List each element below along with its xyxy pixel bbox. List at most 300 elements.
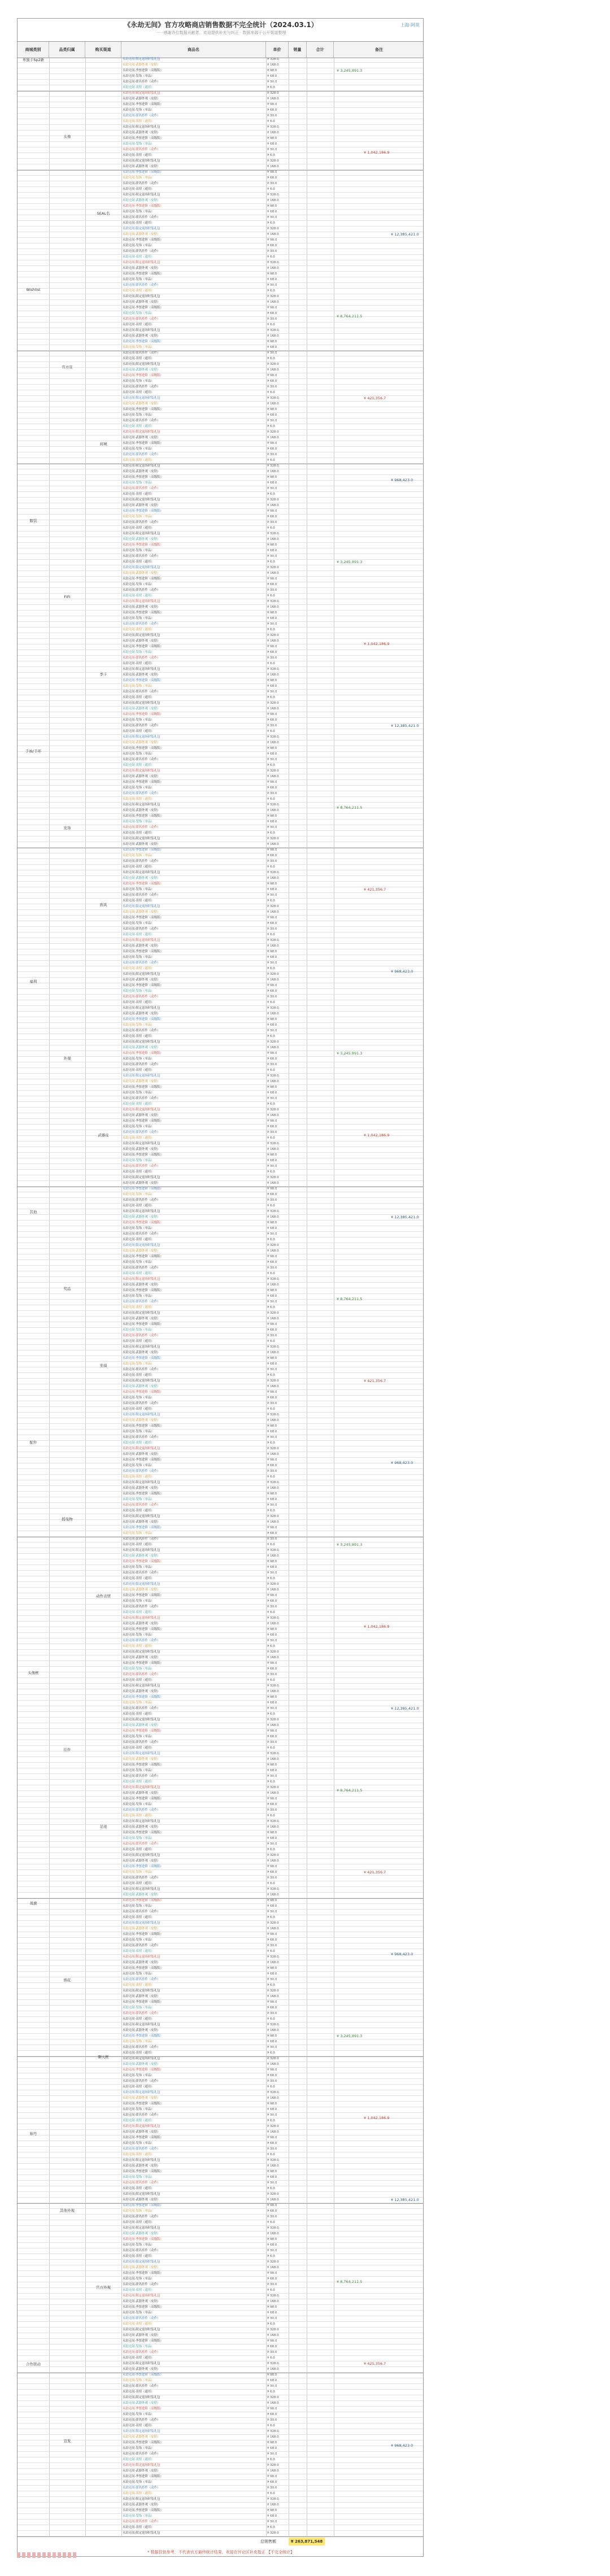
col-header-price[interactable]: 单价 (266, 42, 289, 58)
price-cell: ¥ 68.0 (267, 1532, 277, 1535)
table-row (18, 2175, 424, 2181)
item-name-cell: 永劫无间·联名挂件（动作） (123, 1063, 160, 1066)
table-row (18, 1610, 424, 1616)
item-name-cell: 永劫无间·联名挂件（动作） (123, 792, 160, 795)
item-name-cell: 永劫无间·联名挂件（动作） (123, 2113, 160, 2117)
note-value: ¥ 3,245,891.3 (337, 560, 363, 564)
price-cell: ¥ 30.0 (267, 1266, 277, 1270)
table-row (18, 1339, 424, 1345)
price-cell: ¥ 168.0 (267, 1554, 279, 1558)
table-row (18, 2192, 424, 2198)
item-name-cell: 永劫无间·表情（通用） (123, 594, 154, 598)
table-row (18, 1943, 424, 1949)
grand-total-value[interactable]: ¥ 263,871,548 (289, 2538, 325, 2546)
table-row (18, 1554, 424, 1559)
item-name-cell: 永劫无间·表情（通用） (123, 1882, 154, 1885)
col-header-qty[interactable]: 销量 (289, 42, 307, 58)
item-name-cell: 永劫无间·联名挂件（动作） (123, 317, 160, 321)
item-name-cell: 永劫无间·表情（通用） (123, 1509, 154, 1513)
price-cell: ¥ 98.0 (267, 1492, 277, 1496)
col-header-total[interactable]: 合计 (307, 42, 334, 58)
table-row (18, 1847, 424, 1853)
price-cell: ¥ 68.0 (267, 244, 277, 247)
table-row (18, 2169, 424, 2175)
price-cell: ¥ 6.0 (267, 357, 275, 360)
item-name-cell: 永劫无间·表情（通用） (123, 1204, 154, 1208)
item-name-cell: 永劫无间·发饰（单品） (123, 244, 154, 247)
table-row (18, 351, 424, 356)
item-name-cell: 永劫无间·季票进阶（高级版） (123, 374, 163, 377)
price-cell: ¥ 168.0 (267, 2198, 279, 2202)
item-name-cell: 永劫无间·季票进阶（高级版） (123, 1729, 163, 1733)
item-name-cell: 永劫无间·发饰（单品） (123, 1769, 154, 1772)
table-row (18, 1503, 424, 1509)
table-row (18, 1407, 424, 1413)
table-row (18, 142, 424, 147)
table-row (18, 1350, 424, 1356)
table-row (18, 464, 424, 469)
item-name-cell: 永劫无间·发饰（单品） (123, 2006, 154, 2010)
price-cell: ¥ 98.0 (267, 204, 277, 208)
table-row (18, 1096, 424, 1102)
table-row (18, 752, 424, 757)
item-name-cell: 永劫无间·季票进阶（高级版） (123, 2441, 163, 2444)
item-name-cell: 永劫无间·限定返场时装礼包 (123, 2464, 160, 2467)
table-row (18, 1898, 424, 1904)
table-row (18, 2412, 424, 2418)
table-row (18, 2401, 424, 2407)
item-name-cell: 永劫无间·表情（通用） (123, 1950, 154, 1953)
item-name-cell: 永劫无间·联名挂件（动作） (123, 487, 160, 490)
item-name-cell: 永劫无间·联名挂件（动作） (123, 2351, 160, 2354)
item-name-cell: 永劫无间·限定返场时装礼包 (123, 464, 160, 468)
price-cell: ¥ 6.0 (267, 1407, 275, 1411)
price-cell: ¥ 30.0 (267, 2113, 277, 2117)
table-row (18, 1260, 424, 1266)
table-row (18, 1870, 424, 1876)
item-name-cell: 永劫无间·表情（通用） (123, 425, 154, 428)
table-row (18, 1548, 424, 1554)
corner-tag[interactable]: 上海·阿莫 (400, 23, 420, 28)
price-cell: ¥ 6.0 (267, 391, 275, 394)
table-row (18, 2322, 424, 2327)
price-cell: ¥ 98.0 (267, 2136, 277, 2139)
table-row (18, 972, 424, 978)
item-name-cell: 永劫无间·发饰（单品） (123, 752, 154, 756)
item-name-cell: 永劫无间·发饰（单品） (123, 2345, 154, 2348)
table-row (18, 1622, 424, 1627)
item-name-cell: 永劫无间·表情（通用） (123, 1916, 154, 1919)
item-name-cell: 永劫无间·武器外观（皮肤） (123, 639, 160, 643)
item-name-cell: 永劫无间·表情（通用） (123, 1645, 154, 1648)
item-name-cell: 永劫无间·限定返场时装礼包 (123, 769, 160, 773)
table-row (18, 2339, 424, 2344)
price-cell: ¥ 6.0 (267, 1441, 275, 1445)
table-row (18, 2344, 424, 2350)
item-name-cell: 永劫无间·限定返场时装礼包 (123, 498, 160, 502)
table-row (18, 390, 424, 396)
item-name-cell: 永劫无间·限定返场时装礼包 (123, 2260, 160, 2264)
price-cell: ¥ 98.0 (267, 1458, 277, 1462)
table-row (18, 684, 424, 690)
table-row (18, 1684, 424, 1689)
item-name-cell: 永劫无间·表情（通用） (123, 1780, 154, 1784)
item-name-cell: 永劫无间·联名挂件（动作） (123, 1910, 160, 1914)
price-cell: ¥ 68.0 (267, 1837, 277, 1840)
table-row (18, 2034, 424, 2039)
table-row (18, 1271, 424, 1277)
item-name-cell: 永劫无间·武器外观（皮肤） (123, 1622, 160, 1625)
note-value: ¥ 421,356.7 (364, 1870, 386, 1875)
price-cell: ¥ 68.0 (267, 1057, 277, 1061)
price-cell: ¥ 98.0 (267, 272, 277, 276)
col-header-category[interactable]: 商城类别 (18, 42, 49, 58)
price-cell: ¥ 98.0 (267, 713, 277, 716)
item-name-cell: 永劫无间·表情（通用） (123, 560, 154, 564)
price-cell: ¥ 68.0 (267, 1972, 277, 1976)
item-name-cell: 永劫无间·联名挂件（动作） (123, 1402, 160, 1405)
price-cell: ¥ 328.0 (267, 1616, 279, 1620)
table-row (18, 1379, 424, 1384)
table-row (18, 1480, 424, 1486)
item-name-cell: 永劫无间·联名挂件（动作） (123, 2080, 160, 2083)
group-label: 其他外观 (60, 2208, 75, 2213)
group-label: 配件 (29, 1440, 37, 1445)
item-name-cell: 永劫无间·季票进阶（高级版） (123, 916, 163, 919)
item-name-cell: 永劫无间·季票进阶（高级版） (123, 950, 163, 953)
item-name-cell: 永劫无间·联名挂件（动作） (123, 893, 160, 897)
table-row (18, 1254, 424, 1260)
table-row (18, 1661, 424, 1667)
price-cell: ¥ 168.0 (267, 2300, 279, 2303)
price-cell: ¥ 168.0 (267, 1520, 279, 1524)
table-row (18, 1859, 424, 1864)
item-name-cell: 永劫无间·发饰（单品） (123, 1159, 154, 1162)
item-name-cell: 永劫无间·表情（通用） (123, 662, 154, 665)
item-name-cell: 永劫无间·限定返场时装礼包 (123, 1752, 160, 1755)
table-row (18, 407, 424, 413)
section-divider (18, 2203, 424, 2204)
group-label: 商城 (99, 442, 107, 446)
table-row (18, 311, 424, 317)
table-row (18, 1012, 424, 1017)
table-row (18, 910, 424, 916)
price-cell: ¥ 6.0 (267, 2492, 275, 2495)
price-cell: ¥ 68.0 (267, 2074, 277, 2077)
price-cell: ¥ 328.0 (267, 1345, 279, 1349)
item-name-cell: 永劫无间·武器外观（皮肤） (123, 1792, 160, 1795)
table-row (18, 238, 424, 243)
table-row (18, 548, 424, 554)
price-cell: ¥ 6.0 (267, 1611, 275, 1614)
price-cell: ¥ 168.0 (267, 63, 279, 67)
note-value: ¥ 421,356.7 (364, 1379, 386, 1383)
price-cell: ¥ 328.0 (267, 91, 279, 95)
item-name-cell: 永劫无间·武器外观（皮肤） (123, 63, 160, 67)
item-name-cell: 永劫无间·发饰（单品） (123, 1566, 154, 1569)
price-cell: ¥ 6.0 (267, 2017, 275, 2021)
price-cell: ¥ 30.0 (267, 1368, 277, 1371)
item-name-cell: 永劫无间·表情（通用） (123, 2255, 154, 2258)
item-name-cell: 永劫无间·武器外观（皮肤） (123, 1114, 160, 1117)
item-name-cell: 永劫无间·表情（通用） (123, 1035, 154, 1038)
item-name-cell: 永劫无间·武器外观（皮肤） (123, 199, 160, 202)
price-cell: ¥ 328.0 (267, 1447, 279, 1450)
price-cell: ¥ 98.0 (267, 2272, 277, 2275)
price-cell: ¥ 98.0 (267, 1526, 277, 1529)
item-name-cell: 永劫无间·季票进阶（高级版） (123, 2305, 163, 2309)
price-cell: ¥ 328.0 (267, 837, 279, 840)
price-cell: ¥ 328.0 (267, 668, 279, 671)
item-name-cell: 永劫无间·限定返场时装礼包 (123, 58, 160, 61)
price-cell: ¥ 68.0 (267, 1125, 277, 1128)
table-row (18, 2384, 424, 2390)
table-row (18, 2395, 424, 2401)
price-cell: ¥ 168.0 (267, 1656, 279, 1659)
table-row (18, 1960, 424, 1966)
item-name-cell: 永劫无间·发饰（单品） (123, 685, 154, 688)
price-cell: ¥ 168.0 (267, 2164, 279, 2168)
price-cell: ¥ 328.0 (267, 1786, 279, 1789)
item-name-cell: 永劫无间·季票进阶（高级版） (123, 1221, 163, 1224)
item-name-cell: 永劫无间·限定返场时装礼包 (123, 1040, 160, 1044)
table-row (18, 746, 424, 752)
table-row (18, 2457, 424, 2463)
price-cell: ¥ 30.0 (267, 284, 277, 287)
item-name-cell: 永劫无间·发饰（单品） (123, 210, 154, 213)
table-row (18, 543, 424, 548)
price-cell: ¥ 168.0 (267, 707, 279, 711)
table-row (18, 1966, 424, 1972)
table-row (18, 215, 424, 221)
price-cell: ¥ 30.0 (267, 1876, 277, 1880)
table-row (18, 656, 424, 661)
table-row (18, 1819, 424, 1825)
table-row (18, 2011, 424, 2017)
table-row (18, 1904, 424, 1910)
table-row (18, 1989, 424, 1994)
price-cell: ¥ 168.0 (267, 1995, 279, 1998)
price-cell: ¥ 30.0 (267, 1402, 277, 1405)
table-row (18, 1593, 424, 1599)
price-cell: ¥ 6.0 (267, 1102, 275, 1106)
price-cell: ¥ 168.0 (267, 165, 279, 168)
item-name-cell: 永劫无间·联名挂件（动作） (123, 1978, 160, 1981)
item-name-cell: 永劫无间·限定返场时装礼包 (123, 1142, 160, 1145)
table-row (18, 1045, 424, 1051)
price-cell: ¥ 68.0 (267, 956, 277, 959)
group-label: 季卡 (99, 672, 107, 677)
item-name-cell: 永劫无间·联名挂件（动作） (123, 2215, 160, 2218)
price-cell: ¥ 68.0 (267, 583, 277, 586)
table-row (18, 317, 424, 322)
item-name-cell: 永劫无间·季票进阶（高级版） (123, 1763, 163, 1767)
group-label: 武器皮 (98, 1133, 109, 1137)
table-row (18, 441, 424, 447)
price-cell: ¥ 168.0 (267, 1182, 279, 1185)
table-row (18, 2282, 424, 2288)
item-name-cell: 永劫无间·联名挂件（动作） (123, 1470, 160, 1473)
table-row (18, 1164, 424, 1170)
item-name-cell: 永劫无间·表情（通用） (123, 1848, 154, 1851)
item-name-cell: 永劫无间·表情（通用） (123, 1441, 154, 1445)
price-cell: ¥ 168.0 (267, 1249, 279, 1253)
price-cell: ¥ 98.0 (267, 645, 277, 648)
item-name-cell: 永劫无间·武器外观（皮肤） (123, 2029, 160, 2032)
item-name-cell: 永劫无间·限定返场时装礼包 (123, 2430, 160, 2433)
price-cell: ¥ 30.0 (267, 1029, 277, 1032)
col-header-channel[interactable]: 购买渠道 (85, 42, 121, 58)
price-cell: ¥ 6.0 (267, 1170, 275, 1174)
table-row (18, 1390, 424, 1396)
price-cell: ¥ 68.0 (267, 2006, 277, 2010)
item-name-cell: 永劫无间·武器外观（皮肤） (123, 368, 160, 372)
price-cell: ¥ 98.0 (267, 1221, 277, 1224)
item-name-cell: 永劫无间·表情（通用） (123, 628, 154, 631)
price-cell: ¥ 328.0 (267, 532, 279, 535)
item-name-cell: 永劫无间·联名挂件（动作） (123, 1605, 160, 1609)
price-cell: ¥ 68.0 (267, 413, 277, 417)
table-row (18, 2520, 424, 2525)
price-cell: ¥ 68.0 (267, 2040, 277, 2043)
price-cell: ¥ 328.0 (267, 2362, 279, 2365)
table-row (18, 1814, 424, 1819)
price-cell: ¥ 30.0 (267, 1571, 277, 1575)
item-name-cell: 永劫无间·表情（通用） (123, 2356, 154, 2360)
price-cell: ¥ 30.0 (267, 2046, 277, 2049)
price-cell: ¥ 68.0 (267, 312, 277, 315)
price-cell: ¥ 30.0 (267, 419, 277, 422)
table-row (18, 780, 424, 786)
price-cell: ¥ 98.0 (267, 781, 277, 784)
table-row (18, 1797, 424, 1802)
item-name-cell: 永劫无间·季票进阶（高级版） (123, 1323, 163, 1326)
item-name-cell: 永劫无间·联名挂件（动作） (123, 284, 160, 287)
price-cell: ¥ 68.0 (267, 176, 277, 180)
item-name-cell: 永劫无间·武器外观（皮肤） (123, 809, 160, 812)
table-row (18, 978, 424, 983)
item-name-cell: 永劫无间·表情（通用） (123, 1407, 154, 1411)
table-row (18, 1915, 424, 1921)
item-name-cell: 永劫无间·季票进阶（高级版） (123, 2102, 163, 2106)
item-name-cell: 永劫无间·限定返场时装礼包 (123, 329, 160, 332)
price-cell: ¥ 68.0 (267, 2209, 277, 2213)
table-row (18, 2113, 424, 2119)
price-cell: ¥ 98.0 (267, 137, 277, 140)
price-cell: ¥ 328.0 (267, 1006, 279, 1010)
price-cell: ¥ 328.0 (267, 973, 279, 976)
item-name-cell: 永劫无间·武器外观（皮肤） (123, 2401, 160, 2405)
table-row (18, 153, 424, 159)
col-header-notes[interactable]: 备注 (375, 47, 383, 52)
item-name-cell: 永劫无间·表情（通用） (123, 120, 154, 123)
note-value: ¥ 8,764,211.5 (337, 2279, 363, 2284)
group-label: 摇曳物 (62, 1517, 73, 1522)
table-row (18, 690, 424, 695)
table-row (18, 1345, 424, 1350)
table-row (18, 379, 424, 385)
table-row (18, 921, 424, 927)
table-row (18, 695, 424, 701)
item-name-cell: 永劫无间·发饰（单品） (123, 2142, 154, 2145)
price-cell: ¥ 168.0 (267, 1080, 279, 1083)
item-name-cell: 永劫无间·季票进阶（高级版） (123, 1391, 163, 1394)
table-row (18, 57, 424, 63)
group-label: 外观 (63, 1056, 71, 1061)
item-name-cell: 永劫无间·季票进阶（高级版） (123, 1052, 163, 1055)
item-name-cell: 永劫无间·表情（通用） (123, 1984, 154, 1987)
group-label: 发饰 (63, 826, 71, 830)
table-row (18, 1751, 424, 1757)
sheet-title: 《永劫无间》官方攻略商店销售数据不完全统计（2024.03.1） (124, 21, 318, 29)
item-name-cell: 永劫无间·限定返场时装礼包 (123, 1413, 160, 1416)
price-cell: ¥ 6.0 (267, 120, 275, 123)
price-cell: ¥ 168.0 (267, 2096, 279, 2100)
item-name-cell: 永劫无间·季票进阶（高级版） (123, 543, 163, 547)
price-cell: ¥ 328.0 (267, 566, 279, 569)
table-row (18, 1074, 424, 1079)
item-name-cell: 永劫无间·限定返场时装礼包 (123, 600, 160, 603)
table-row (18, 1424, 424, 1429)
table-row (18, 1198, 424, 1204)
item-name-cell: 永劫无间·联名挂件（动作） (123, 1232, 160, 1236)
item-name-cell: 永劫无间·武器外观（皮肤） (123, 538, 160, 541)
price-cell: ¥ 98.0 (267, 1628, 277, 1631)
price-cell: ¥ 168.0 (267, 2401, 279, 2405)
item-name-cell: 永劫无间·季票进阶（高级版） (123, 1153, 163, 1157)
item-name-cell: 永劫无间·发饰（单品） (123, 1938, 154, 1942)
price-cell: ¥ 98.0 (267, 306, 277, 310)
table-row (18, 283, 424, 289)
price-cell: ¥ 6.0 (267, 1814, 275, 1817)
sheet-subtitle: 一一感谢各位数据贡献者，欢迎提供补充与纠正 · 数据来源于公开渠道整理 (155, 30, 286, 35)
table-row (18, 1317, 424, 1322)
table-row (18, 97, 424, 102)
price-cell: ¥ 30.0 (267, 1436, 277, 1439)
item-name-cell: 永劫无间·联名挂件（动作） (123, 995, 160, 999)
price-cell: ¥ 328.0 (267, 1921, 279, 1925)
item-name-cell: 永劫无间·联名挂件（动作） (123, 927, 160, 931)
item-name-cell: 永劫无间·联名挂件（动作） (123, 148, 160, 151)
item-name-cell: 永劫无间·季票进阶（高级版） (123, 713, 163, 716)
item-name-cell: 永劫无间·季票进阶（高级版） (123, 2272, 163, 2275)
item-name-cell: 永劫无间·季票进阶（高级版） (123, 2136, 163, 2139)
col-header-item[interactable]: 商品名 (121, 42, 266, 58)
price-cell: ¥ 6.0 (267, 1712, 275, 1716)
col-header-type[interactable]: 品类归属 (49, 42, 85, 58)
item-name-cell: 永劫无间·表情（通用） (123, 2017, 154, 2021)
price-cell: ¥ 168.0 (267, 1792, 279, 1795)
table-row (18, 571, 424, 577)
item-name-cell: 永劫无间·联名挂件（动作） (123, 589, 160, 592)
price-cell: ¥ 98.0 (267, 1729, 277, 1733)
price-cell: ¥ 98.0 (267, 103, 277, 106)
item-name-cell: 永劫无间·季票进阶（高级版） (123, 2000, 163, 2004)
item-name-cell: 永劫无间·限定返场时装礼包 (123, 1447, 160, 1450)
footer-disclaimer: * 数据仅供参考，不代表官方最终统计结果，欢迎在评论区补充指正 【不完全统计】 (147, 2550, 294, 2555)
price-cell: ¥ 6.0 (267, 1746, 275, 1750)
item-name-cell: 永劫无间·表情（通用） (123, 459, 154, 462)
item-name-cell: 永劫无间·季票进阶（高级版） (123, 645, 163, 648)
price-cell: ¥ 328.0 (267, 2226, 279, 2230)
price-cell: ¥ 68.0 (267, 1023, 277, 1027)
item-name-cell: 永劫无间·武器外观（皮肤） (123, 2232, 160, 2235)
item-name-cell: 永劫无间·武器外观（皮肤） (123, 741, 160, 744)
item-name-cell: 永劫无间·联名挂件（动作） (123, 555, 160, 558)
table-row (18, 1311, 424, 1317)
price-cell: ¥ 328.0 (267, 2430, 279, 2433)
item-name-cell: 永劫无间·武器外观（皮肤） (123, 1724, 160, 1727)
